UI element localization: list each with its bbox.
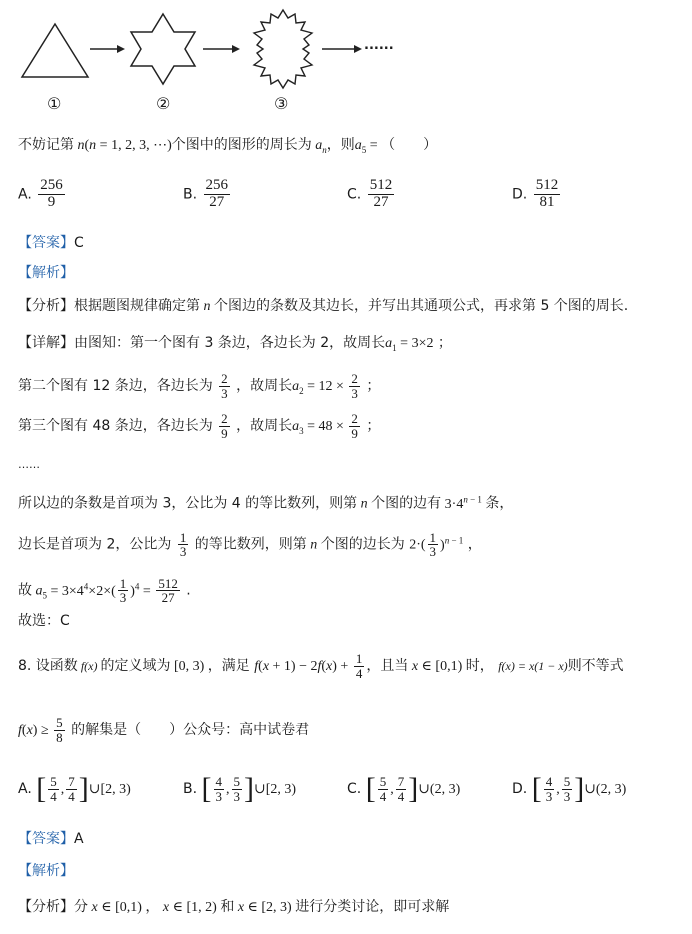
q7-dots: …… bbox=[18, 458, 40, 471]
koch-figures bbox=[0, 0, 692, 120]
q8-option-d[interactable]: D. [ $\frac{4}{3}$ , $\frac{5}{3}$ ]∪(2, 3) bbox=[512, 772, 627, 805]
figures-ellipsis: ...... bbox=[364, 38, 394, 53]
q7-option-a[interactable]: A. $\frac{256}{9}$ bbox=[18, 177, 63, 210]
q8-stem-2: f(x) ≥ $\frac{5}{8}$ 的解集是（ ）公众号：高中试卷君 bbox=[18, 714, 310, 745]
q7-result: 故 $a_5 = 3\times 4^4\times 2\times$( $\frac{1}{3}$ )$^4$ = $\frac{512}{27}$ . bbox=[18, 575, 191, 606]
q8-option-a[interactable]: A. [ $\frac{5}{4}$ , $\frac{7}{4}$ ]∪[2, 3) bbox=[18, 772, 131, 805]
figure-label-2: ② bbox=[156, 94, 171, 113]
q7-option-d[interactable]: D. $\frac{512}{81}$ bbox=[512, 177, 559, 210]
triangle-figure bbox=[22, 24, 88, 77]
q8-option-c[interactable]: C. [ $\frac{5}{4}$ , $\frac{7}{4}$ ]∪(2, 3) bbox=[347, 772, 461, 805]
q7-option-c[interactable]: C. $\frac{512}{27}$ bbox=[347, 177, 393, 210]
q7-detail-3: 第三个图有 48 条边，各边长为 $\frac{2}{9}$ ，故周长$a_3 = 48$ × $\frac{2}{9}$ ； bbox=[18, 410, 381, 441]
figure-label-1: ① bbox=[47, 94, 62, 113]
q7-edge-line: 边长是首项为 2，公比为 $\frac{1}{3}$ 的等比数列，则第 n 个图的边长为 2·( $\frac{1}{3}$ )$^{n - 1}$ ， bbox=[18, 529, 482, 560]
q7-sum-line: 所以边的条数是首项为 3，公比为 4 的等比数列，则第 n 个图的边有 $3\cdot 4^{n - 1}$ 条， bbox=[18, 494, 514, 512]
q7-answer: 【答案】C bbox=[18, 235, 84, 251]
q7-fenxi: 【分析】根据题图规律确定第 n 个图边的条数及其边长，并写出其通项公式，再求第 5 个图的周长. bbox=[18, 298, 629, 314]
q7-option-b[interactable]: B. $\frac{256}{27}$ bbox=[183, 177, 229, 210]
q8-analysis-label: 【解析】 bbox=[18, 863, 74, 879]
figure-label-3: ③ bbox=[274, 94, 289, 113]
q8-stem: 8. 设函数 f(x) 的定义域为 [0, 3) ，满足 f(x + 1) − 2f(x) + $\frac{1}{4}$ ，且当 x ∈ [0,1) 时， f(x) = x(1 − x)则不等式 bbox=[18, 650, 624, 681]
q7-stem: 不妨记第 n(n = 1, 2, 3, ⋯)个图中的图形的周长为 $a_n$，则$a_5$ = （ ） bbox=[18, 137, 438, 155]
q7-choose: 故选：C bbox=[18, 613, 70, 629]
q7-analysis-label: 【解析】 bbox=[18, 265, 74, 281]
q7-detail-1: 【详解】由图知：第一个图有 3 条边，各边长为 2，故周长$a_1 = 3\times 2$ ； bbox=[18, 335, 452, 353]
q8-fenxi: 【分析】分 x ∈ [0,1) ， x ∈ [1, 2) 和 x ∈ [2, 3) 进行分类讨论，即可求解 bbox=[18, 899, 450, 915]
q8-option-b[interactable]: B. [ $\frac{4}{3}$ , $\frac{5}{3}$ ]∪[2, 3) bbox=[183, 772, 297, 805]
star-figure bbox=[131, 14, 195, 84]
q8-answer: 【答案】A bbox=[18, 831, 84, 847]
q7-detail-2: 第二个图有 12 条边，各边长为 $\frac{2}{3}$ ，故周长$a_2 = 12$ × $\frac{2}{3}$ ； bbox=[18, 370, 381, 401]
snowflake-figure bbox=[254, 10, 312, 88]
